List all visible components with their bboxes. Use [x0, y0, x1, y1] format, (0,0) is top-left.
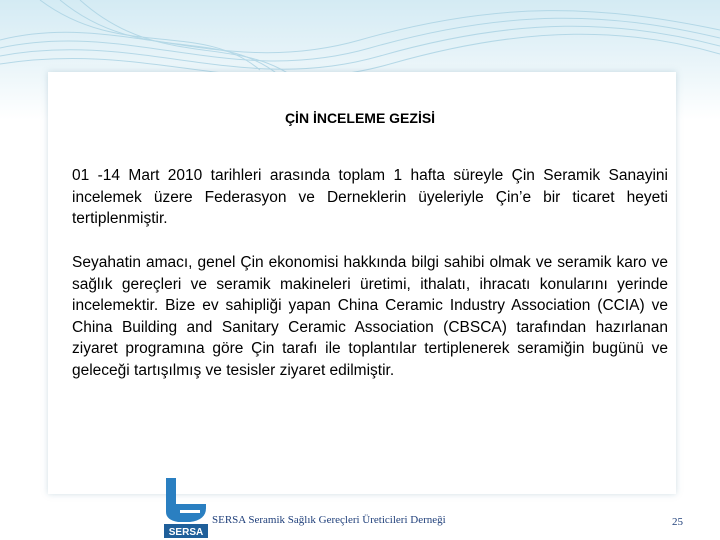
logo-text: SERSA	[168, 527, 204, 538]
paragraph-purpose: Seyahatin amacı, genel Çin ekonomisi hakkında bilgi sahibi olmak ve seramik karo ve sağlık gereçleri ve seramik makineleri üretimi, ithalatı, ihracatı konularını yerinde incelemektir. Bize ev sahipliği yapan China Ceramic Industry Association (CCIA) ve China Building and Sanitary Ceramic Association (CBSCA) tarafından hazırlanan ziyaret programına göre Çin tarafı ile toplantılar tertiplenerek seramiğin bugünü ve geleceği tartışılmış ve tesisler ziyaret edilmiştir.	[72, 254, 668, 379]
page-number: 25	[672, 516, 683, 528]
sersa-logo	[160, 474, 212, 540]
paragraph-intro: 01 -14 Mart 2010 tarihleri arasında toplam 1 hafta süreyle Çin Seramik Sanayini incelemek üzere Federasyon ve Derneklerin üyeleriyle Çin’e bir ticaret heyeti tertiplenmiştir.	[72, 167, 668, 227]
footer-association-name: SERSA Seramik Sağlık Gereçleri Üreticileri Derneği	[212, 514, 446, 526]
slide-title: ÇİN İNCELEME GEZİSİ	[284, 110, 436, 126]
